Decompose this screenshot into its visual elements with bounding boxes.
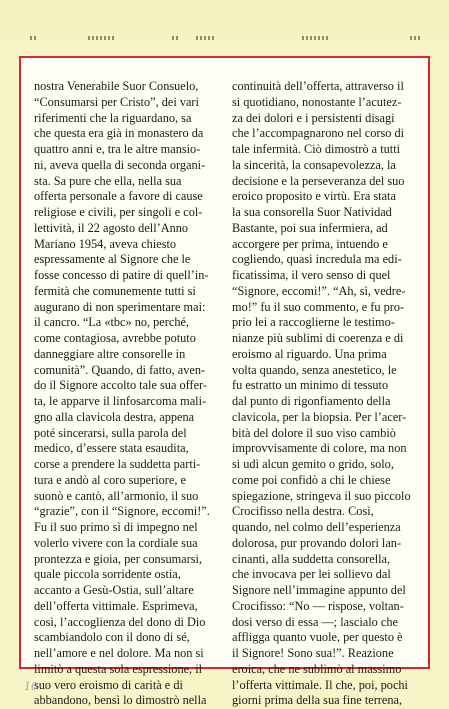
text-line: volerlo vivere con la cordiale sua bbox=[34, 535, 198, 550]
text-line: medico, d’essere stata esaudita, bbox=[34, 441, 189, 456]
text-line: poté sincerarsi, sulla parola del bbox=[34, 425, 187, 440]
ornament-mark bbox=[88, 36, 116, 40]
text-line: che invocava per lei sollievo dal bbox=[232, 567, 391, 582]
text-line: dolorosa, pur provando dolori lan- bbox=[232, 535, 402, 550]
text-line: la sua consorella Suor Natividad bbox=[232, 205, 392, 219]
text-line: limitò a questa sola espressione, il bbox=[34, 661, 203, 676]
text-line: “Consumarsi per Cristo”, dei vari bbox=[34, 94, 199, 109]
text-line: come poi confidò a chi le chiese bbox=[232, 472, 391, 487]
text-line: l’offerta vittimale. Il che, poi, pochi bbox=[232, 677, 408, 692]
text-line: nianze più sublimi di coerenza e di bbox=[232, 331, 404, 345]
text-line: cogliendo, quasi incredula ma edi- bbox=[232, 252, 402, 267]
text-line: lettività, il 22 agosto dell’Anno bbox=[34, 220, 189, 235]
ornament-mark bbox=[410, 36, 420, 40]
text-line: decisione e la perseveranza del suo bbox=[232, 173, 405, 188]
text-line: Crocifisso nella destra. Così, bbox=[232, 504, 374, 519]
text-line: improvvisamente di colore, ma non bbox=[232, 441, 407, 456]
text-line: danneggiare altre consorelle in bbox=[34, 346, 186, 361]
text-line: che l’accompagnarono nel corso di bbox=[232, 126, 405, 141]
text-line: tale infermità. Ciò dimostrò a tutti bbox=[232, 142, 401, 156]
text-line: che questa era già in monastero da bbox=[34, 126, 204, 141]
text-line: espressamente al Signore che le bbox=[34, 252, 191, 267]
header-strip bbox=[0, 0, 449, 44]
text-line: ta, le apparve il linfosarcoma mali- bbox=[34, 394, 207, 408]
text-line: il cancro. “La «tbc» no, perché, bbox=[34, 315, 190, 330]
text-line: prontezza e gioia, per consumarsi, bbox=[34, 551, 202, 566]
ornament-mark bbox=[302, 36, 328, 40]
text-line: spiegazione, stringeva il suo piccolo bbox=[232, 488, 411, 503]
text-line: do il Signore accolto tale sua offer- bbox=[34, 378, 207, 393]
page-number: 10 bbox=[24, 680, 38, 693]
text-line: scambiandolo con il dono di sé, bbox=[34, 630, 190, 645]
text-line: ni, aveva quella di seconda organi- bbox=[34, 157, 206, 172]
text-line: dell’offerta vittimale. Esprimeva, bbox=[34, 598, 198, 613]
text-line: “grazie”, con il “Signore, eccomi!”. bbox=[34, 504, 210, 519]
text-line: eroica, che ne sublimò al massimo bbox=[232, 661, 402, 676]
text-line: quando, nel colmo dell’esperienza bbox=[232, 520, 401, 534]
text-line: eroismo al riguardo. Una prima bbox=[232, 346, 387, 361]
text-line: quale piccola sorridente ostia, bbox=[34, 567, 181, 582]
text-line: mo!” fu il suo commento, e fu pro- bbox=[232, 299, 405, 314]
text-line: suonò e cantò, all’armonio, il suo bbox=[34, 488, 199, 503]
text-line: accanto a Gesù-Ostia, sull’altare bbox=[34, 583, 194, 597]
text-column-right bbox=[232, 79, 422, 709]
text-line: clavicola, per la biopsia. Per l’acer- bbox=[232, 409, 407, 424]
text-line: religiose e civili, per singoli e col- bbox=[34, 205, 203, 219]
text-column-left bbox=[34, 79, 224, 709]
text-line: offerta personale a favore di cause bbox=[34, 189, 203, 204]
text-line: Bastante, poi sua infermiera, ad bbox=[232, 220, 388, 235]
text-line: gno alla clavicola destra, appena bbox=[34, 409, 195, 424]
text-line: Mariano 1954, aveva chiesto bbox=[34, 236, 177, 251]
text-line: la sincerità, la consapevolezza, la bbox=[232, 157, 396, 172]
text-line: ficatissima, il vero senso di quel bbox=[232, 268, 391, 282]
text-line: eroico proposito e virtù. Era stata bbox=[232, 189, 396, 204]
text-line: così, l’accoglienza del dono di Dio bbox=[34, 614, 206, 629]
text-line: si quotidiano, nonostante l’acutez- bbox=[232, 94, 402, 109]
text-line: sta. Sa pure che ella, nella sua bbox=[34, 173, 182, 188]
text-line: come contagiosa, avrebbe potuto bbox=[34, 331, 196, 345]
text-line: continuità dell’offerta, attraverso il bbox=[232, 79, 404, 93]
text-line: Crocifisso: “No — rispose, voltan- bbox=[232, 598, 404, 613]
text-line: volta quando, senza anestetico, le bbox=[232, 362, 397, 377]
text-line: fosse concesso di patire di quell’in- bbox=[34, 268, 209, 282]
text-line: dal punto di rigonfiamento della bbox=[232, 394, 391, 408]
text-line: il Signore! Sono sua!”. Reazione bbox=[232, 646, 394, 660]
text-line: augurano di non sperimentare mai: bbox=[34, 299, 206, 314]
text-line: Signore nell’immagine appunto del bbox=[232, 583, 406, 597]
text-line: comunità”. Quando, di fatto, aven- bbox=[34, 362, 206, 377]
text-line: cinanti, alla suddetta consorella, bbox=[232, 551, 391, 566]
text-line: tura e andò al coro superiore, e bbox=[34, 472, 186, 487]
ornament-mark bbox=[30, 36, 38, 40]
text-line: quattro anni e, tra le altre mansio- bbox=[34, 142, 201, 156]
text-line: dosi verso di essa —; lascialo che bbox=[232, 614, 398, 629]
text-line: giorni prima della sua fine terrena, bbox=[232, 693, 403, 708]
text-line: suo vero eroismo di carità e di bbox=[34, 677, 183, 692]
text-line: fermità che comunemente tutti si bbox=[34, 283, 196, 298]
text-line: nell’amore e nel dolore. Ma non si bbox=[34, 646, 204, 660]
ornament-mark bbox=[196, 36, 214, 40]
text-line: bità del dolore il suo viso cambiò bbox=[232, 425, 396, 440]
text-line: accorgere per prima, intuendo e bbox=[232, 236, 388, 251]
text-line: riferimenti che la riguardano, sa bbox=[34, 110, 192, 125]
text-line: prio lei a raccoglierne le testimo- bbox=[232, 315, 395, 330]
text-line: abbandono, bensì lo dimostrò nella bbox=[34, 693, 207, 708]
text-line: affligga quanto vuole, per questo è bbox=[232, 630, 403, 645]
ornament-mark bbox=[172, 36, 180, 40]
text-line: si udì alcun gemito o grido, solo, bbox=[232, 457, 394, 471]
text-line: “Signore, eccomi!”. “Ah, sì, vedre- bbox=[232, 283, 406, 298]
text-line: za dei dolori e i persistenti disagi bbox=[232, 110, 395, 125]
text-line: corse a prendere la suddetta parti- bbox=[34, 457, 201, 471]
text-line: nostra Venerabile Suor Consuelo, bbox=[34, 79, 199, 93]
text-line: fu estratto un minimo di tessuto bbox=[232, 378, 389, 393]
text-line: Fu il suo primo sì di impegno nel bbox=[34, 520, 198, 534]
